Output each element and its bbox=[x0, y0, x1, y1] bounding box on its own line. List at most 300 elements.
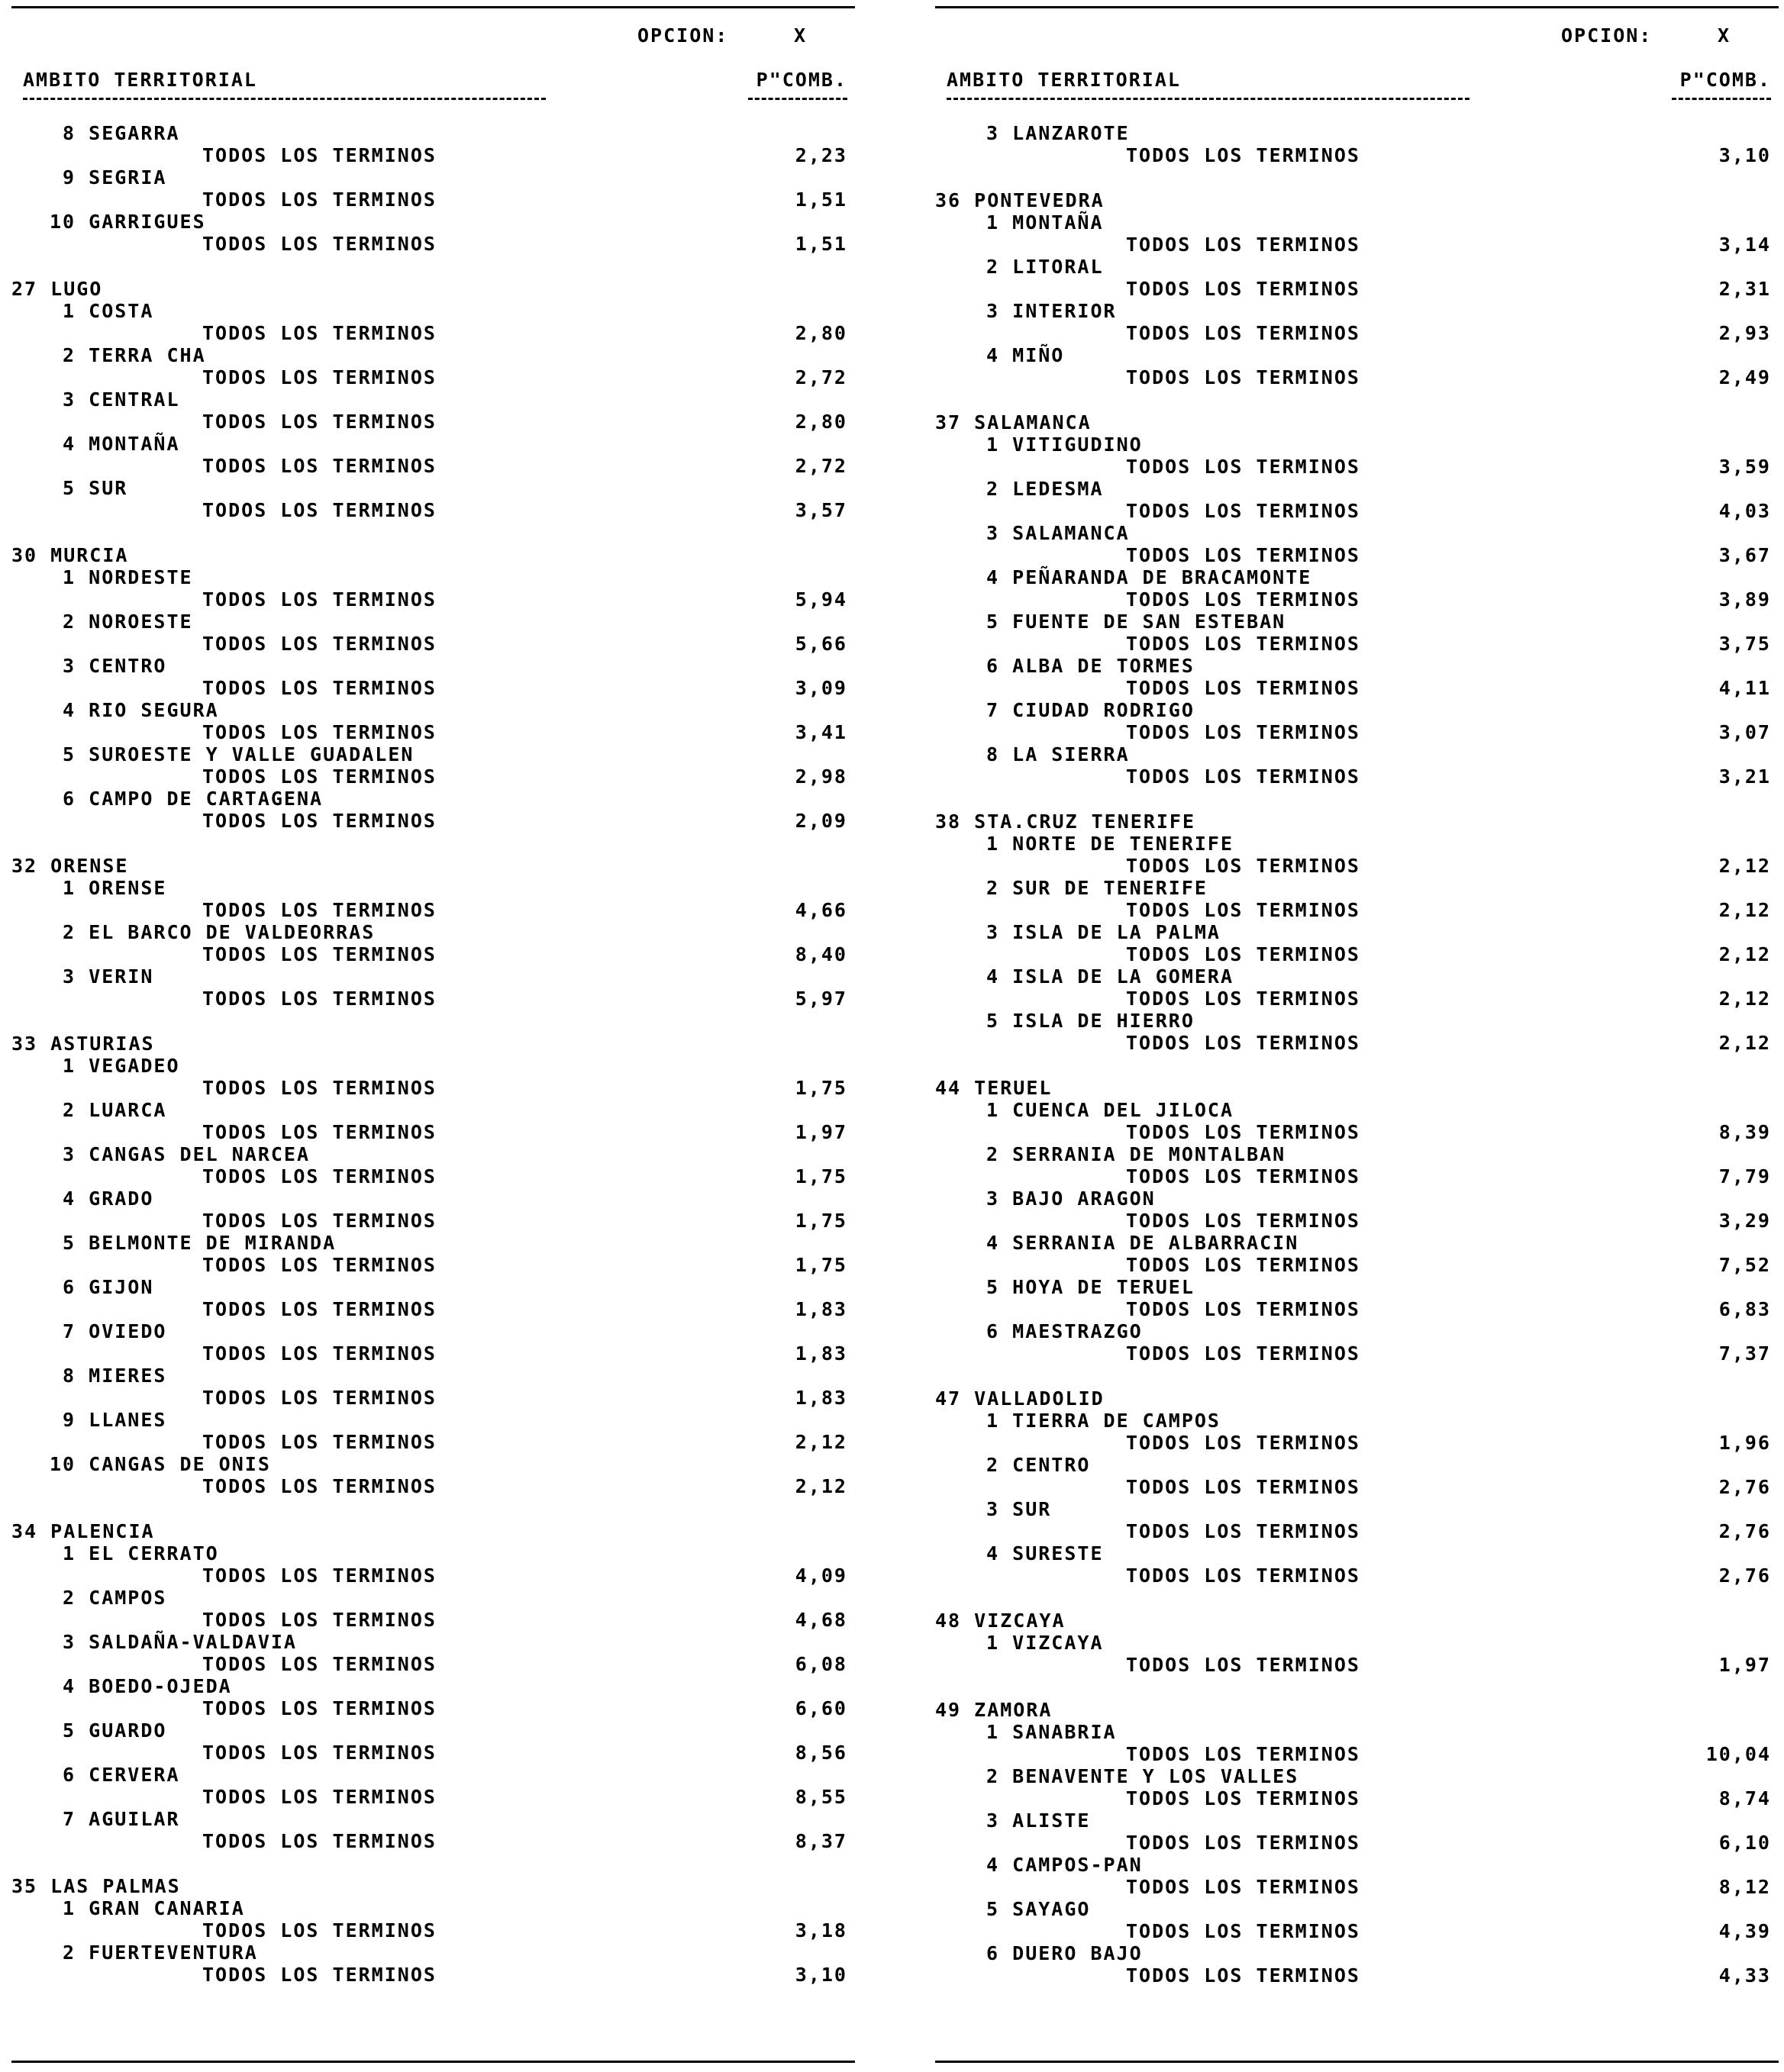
pcomb-value: 2,12 bbox=[1718, 899, 1771, 921]
terminos-label: TODOS LOS TERMINOS bbox=[202, 233, 437, 255]
terminos-label: TODOS LOS TERMINOS bbox=[1126, 899, 1360, 921]
pcomb-value: 8,39 bbox=[1718, 1121, 1771, 1143]
province-row bbox=[935, 810, 1779, 833]
pcomb-value: 2,72 bbox=[795, 455, 847, 477]
comarca-name: 1 NORTE DE TENERIFE bbox=[973, 833, 1234, 855]
comarca-row bbox=[935, 965, 1779, 988]
comarca-name: 6 DUERO BAJO bbox=[973, 1942, 1143, 1964]
opcion-label: OPCION: bbox=[1561, 24, 1653, 47]
comarca-row bbox=[11, 1808, 855, 1830]
terminos-row bbox=[935, 500, 1779, 522]
terminos-label: TODOS LOS TERMINOS bbox=[1126, 1564, 1360, 1587]
terminos-label: TODOS LOS TERMINOS bbox=[202, 1964, 437, 1986]
terminos-label: TODOS LOS TERMINOS bbox=[1126, 633, 1360, 655]
terminos-row bbox=[11, 144, 855, 166]
opcion-value: X bbox=[1718, 24, 1731, 47]
comarca-row bbox=[935, 1809, 1779, 1832]
comarca-name: 8 LA SIERRA bbox=[973, 743, 1130, 765]
terminos-label: TODOS LOS TERMINOS bbox=[202, 1121, 437, 1143]
terminos-label: TODOS LOS TERMINOS bbox=[202, 144, 437, 166]
province-name: 30 MURCIA bbox=[11, 544, 129, 566]
comarca-row bbox=[935, 122, 1779, 144]
comarca-row bbox=[11, 1719, 855, 1742]
province-name: 37 SALAMANCA bbox=[935, 411, 1092, 433]
comarca-row bbox=[11, 566, 855, 588]
comarca-name: 8 SEGARRA bbox=[50, 122, 180, 144]
comarca-name: 5 BELMONTE DE MIRANDA bbox=[50, 1232, 337, 1254]
terminos-row bbox=[935, 1210, 1779, 1232]
terminos-label: TODOS LOS TERMINOS bbox=[1126, 1654, 1360, 1676]
terminos-label: TODOS LOS TERMINOS bbox=[202, 1254, 437, 1276]
comarca-name: 1 VIZCAYA bbox=[973, 1632, 1104, 1654]
comarca-row bbox=[935, 1498, 1779, 1520]
left-table-body bbox=[11, 122, 855, 1986]
pcomb-value: 1,51 bbox=[795, 233, 847, 255]
terminos-label: TODOS LOS TERMINOS bbox=[202, 810, 437, 832]
comarca-row bbox=[11, 1631, 855, 1653]
comarca-name: 5 ISLA DE HIERRO bbox=[973, 1010, 1195, 1032]
pcomb-value: 2,80 bbox=[795, 411, 847, 433]
right-table-body bbox=[935, 122, 1779, 1987]
comarca-name: 1 COSTA bbox=[50, 300, 154, 322]
pcomb-value: 6,08 bbox=[795, 1653, 847, 1675]
comarca-name: 4 PEÑARANDA DE BRACAMONTE bbox=[973, 566, 1312, 588]
pcomb-value: 8,55 bbox=[795, 1786, 847, 1808]
comarca-row bbox=[11, 433, 855, 455]
terminos-label: TODOS LOS TERMINOS bbox=[1126, 1165, 1360, 1187]
comarca-row bbox=[11, 788, 855, 810]
comarca-row bbox=[935, 1099, 1779, 1121]
terminos-row bbox=[935, 1876, 1779, 1898]
comarca-name: 1 ORENSE bbox=[50, 877, 167, 899]
terminos-row bbox=[935, 1476, 1779, 1498]
comarca-row bbox=[11, 1409, 855, 1431]
comarca-row bbox=[11, 1587, 855, 1609]
pcomb-value: 5,66 bbox=[795, 633, 847, 655]
province-name: 38 STA.CRUZ TENERIFE bbox=[935, 810, 1196, 833]
comarca-row bbox=[11, 699, 855, 721]
comarca-name: 2 SUR DE TENERIFE bbox=[973, 877, 1208, 899]
comarca-row bbox=[935, 1143, 1779, 1165]
terminos-label: TODOS LOS TERMINOS bbox=[1126, 1210, 1360, 1232]
terminos-label: TODOS LOS TERMINOS bbox=[202, 1165, 437, 1187]
terminos-row bbox=[11, 1653, 855, 1675]
terminos-row bbox=[11, 1165, 855, 1187]
top-rule bbox=[11, 6, 855, 8]
terminos-row bbox=[11, 1742, 855, 1764]
province-name: 33 ASTURIAS bbox=[11, 1033, 155, 1055]
pcomb-value: 2,12 bbox=[795, 1431, 847, 1453]
terminos-row bbox=[935, 1432, 1779, 1454]
comarca-name: 5 HOYA DE TERUEL bbox=[973, 1276, 1195, 1298]
province-row bbox=[11, 1033, 855, 1055]
terminos-label: TODOS LOS TERMINOS bbox=[1126, 988, 1360, 1010]
comarca-row bbox=[11, 655, 855, 677]
province-name: 47 VALLADOLID bbox=[935, 1387, 1105, 1410]
terminos-row bbox=[11, 1342, 855, 1365]
pcomb-value: 5,94 bbox=[795, 588, 847, 611]
comarca-name: 6 CAMPO DE CARTAGENA bbox=[50, 788, 324, 810]
terminos-row bbox=[11, 411, 855, 433]
pcomb-value: 4,68 bbox=[795, 1609, 847, 1631]
terminos-row bbox=[11, 1564, 855, 1587]
pcomb-value: 3,59 bbox=[1718, 456, 1771, 478]
terminos-label: TODOS LOS TERMINOS bbox=[202, 1919, 437, 1941]
pcomb-value: 1,75 bbox=[795, 1254, 847, 1276]
comarca-name: 4 ISLA DE LA GOMERA bbox=[973, 965, 1234, 988]
terminos-label: TODOS LOS TERMINOS bbox=[202, 499, 437, 521]
pcomb-value: 2,72 bbox=[795, 366, 847, 388]
pcomb-value: 2,12 bbox=[795, 1475, 847, 1497]
terminos-label: TODOS LOS TERMINOS bbox=[202, 721, 437, 743]
terminos-row bbox=[935, 1964, 1779, 1987]
province-name: 34 PALENCIA bbox=[11, 1520, 155, 1542]
terminos-row bbox=[935, 633, 1779, 655]
comarca-name: 1 SANABRIA bbox=[973, 1721, 1117, 1743]
terminos-label: TODOS LOS TERMINOS bbox=[202, 1564, 437, 1587]
terminos-row bbox=[11, 1475, 855, 1497]
comarca-row bbox=[11, 1764, 855, 1786]
terminos-row bbox=[935, 1787, 1779, 1809]
comarca-name: 5 GUARDO bbox=[50, 1719, 167, 1742]
comarca-row bbox=[935, 1276, 1779, 1298]
terminos-label: TODOS LOS TERMINOS bbox=[1126, 588, 1360, 611]
terminos-label: TODOS LOS TERMINOS bbox=[202, 1697, 437, 1719]
terminos-row bbox=[935, 988, 1779, 1010]
comarca-name: 4 CAMPOS-PAN bbox=[973, 1854, 1143, 1876]
terminos-label: TODOS LOS TERMINOS bbox=[202, 1298, 437, 1320]
pcomb-value: 7,79 bbox=[1718, 1165, 1771, 1187]
pcomb-value: 2,31 bbox=[1718, 278, 1771, 300]
pcomb-value: 4,39 bbox=[1718, 1920, 1771, 1942]
terminos-row bbox=[935, 1032, 1779, 1054]
province-name: 27 LUGO bbox=[11, 278, 103, 300]
comarca-row bbox=[935, 1765, 1779, 1787]
comarca-name: 6 GIJON bbox=[50, 1276, 154, 1298]
comarca-name: 3 SALDAÑA-VALDAVIA bbox=[50, 1631, 297, 1653]
bottom-rule bbox=[935, 2061, 1779, 2063]
terminos-label: TODOS LOS TERMINOS bbox=[1126, 1342, 1360, 1365]
comarca-name: 5 SUROESTE Y VALLE GUADALEN bbox=[50, 743, 415, 765]
comarca-name: 3 LANZAROTE bbox=[973, 122, 1130, 144]
terminos-label: TODOS LOS TERMINOS bbox=[202, 411, 437, 433]
pcomb-value: 3,10 bbox=[795, 1964, 847, 1986]
terminos-row bbox=[11, 1919, 855, 1941]
comarca-name: 3 CENTRAL bbox=[50, 388, 180, 411]
province-row bbox=[935, 411, 1779, 433]
comarca-row bbox=[935, 522, 1779, 544]
terminos-label: TODOS LOS TERMINOS bbox=[1126, 721, 1360, 743]
pcomb-value: 7,52 bbox=[1718, 1254, 1771, 1276]
pcomb-value: 10,04 bbox=[1705, 1743, 1771, 1765]
terminos-row bbox=[935, 1564, 1779, 1587]
province-row bbox=[935, 1699, 1779, 1721]
comarca-row bbox=[11, 166, 855, 189]
province-row bbox=[11, 278, 855, 300]
pcomb-value: 1,75 bbox=[795, 1165, 847, 1187]
terminos-row bbox=[11, 366, 855, 388]
terminos-label: TODOS LOS TERMINOS bbox=[1126, 1787, 1360, 1809]
comarca-row bbox=[935, 1898, 1779, 1920]
pcomb-value: 6,60 bbox=[795, 1697, 847, 1719]
pcomb-value: 3,57 bbox=[795, 499, 847, 521]
terminos-row bbox=[11, 499, 855, 521]
comarca-name: 3 BAJO ARAGON bbox=[973, 1187, 1156, 1210]
comarca-name: 4 GRADO bbox=[50, 1187, 154, 1210]
pcomb-value: 2,12 bbox=[1718, 855, 1771, 877]
terminos-row bbox=[11, 633, 855, 655]
terminos-label: TODOS LOS TERMINOS bbox=[202, 1786, 437, 1808]
ambito-header: AMBITO TERRITORIAL bbox=[23, 69, 257, 91]
terminos-label: TODOS LOS TERMINOS bbox=[1126, 1964, 1360, 1987]
terminos-row bbox=[935, 1165, 1779, 1187]
comarca-name: 2 TERRA CHA bbox=[50, 344, 206, 366]
province-row bbox=[935, 1387, 1779, 1410]
pcomb-value: 1,75 bbox=[795, 1077, 847, 1099]
comarca-row bbox=[935, 833, 1779, 855]
terminos-row bbox=[935, 855, 1779, 877]
comarca-row bbox=[935, 699, 1779, 721]
terminos-row bbox=[935, 721, 1779, 743]
terminos-label: TODOS LOS TERMINOS bbox=[202, 1210, 437, 1232]
terminos-row bbox=[11, 1387, 855, 1409]
terminos-row bbox=[11, 1697, 855, 1719]
terminos-row bbox=[935, 1342, 1779, 1365]
terminos-row bbox=[11, 677, 855, 699]
comarca-name: 3 SUR bbox=[973, 1498, 1052, 1520]
value-underline bbox=[748, 98, 847, 100]
terminos-label: TODOS LOS TERMINOS bbox=[1126, 1520, 1360, 1542]
terminos-label: TODOS LOS TERMINOS bbox=[1126, 677, 1360, 699]
terminos-label: TODOS LOS TERMINOS bbox=[1126, 943, 1360, 965]
comarca-name: 4 SURESTE bbox=[973, 1542, 1104, 1564]
comarca-name: 6 CERVERA bbox=[50, 1764, 180, 1786]
opcion-value: X bbox=[794, 24, 808, 47]
terminos-row bbox=[11, 1210, 855, 1232]
terminos-label: TODOS LOS TERMINOS bbox=[202, 1742, 437, 1764]
terminos-label: TODOS LOS TERMINOS bbox=[202, 988, 437, 1010]
pcomb-value: 8,12 bbox=[1718, 1876, 1771, 1898]
province-row bbox=[935, 1077, 1779, 1099]
opcion-label: OPCION: bbox=[637, 24, 729, 47]
pcomb-value: 4,11 bbox=[1718, 677, 1771, 699]
pcomb-value: 6,10 bbox=[1718, 1832, 1771, 1854]
terminos-row bbox=[11, 721, 855, 743]
comarca-row bbox=[11, 877, 855, 899]
pcomb-value: 2,93 bbox=[1718, 322, 1771, 344]
terminos-row bbox=[935, 366, 1779, 388]
comarca-name: 3 ALISTE bbox=[973, 1809, 1091, 1832]
province-row bbox=[11, 1520, 855, 1542]
terminos-row bbox=[935, 1520, 1779, 1542]
terminos-row bbox=[11, 233, 855, 255]
terminos-row bbox=[11, 588, 855, 611]
comarca-row bbox=[935, 1320, 1779, 1342]
comarca-row bbox=[11, 1143, 855, 1165]
terminos-label: TODOS LOS TERMINOS bbox=[1126, 366, 1360, 388]
pcomb-value: 1,97 bbox=[795, 1121, 847, 1143]
province-name: 32 ORENSE bbox=[11, 855, 129, 877]
terminos-row bbox=[11, 1431, 855, 1453]
ambito-header: AMBITO TERRITORIAL bbox=[947, 69, 1181, 91]
terminos-label: TODOS LOS TERMINOS bbox=[202, 588, 437, 611]
value-underline bbox=[1672, 98, 1771, 100]
pcomb-value: 3,10 bbox=[1718, 144, 1771, 166]
comarca-name: 1 VEGADEO bbox=[50, 1055, 180, 1077]
comarca-name: 4 SERRANIA DE ALBARRACIN bbox=[973, 1232, 1299, 1254]
comarca-row bbox=[935, 433, 1779, 456]
terminos-label: TODOS LOS TERMINOS bbox=[1126, 234, 1360, 256]
comarca-name: 5 SAYAGO bbox=[973, 1898, 1091, 1920]
province-name: 44 TERUEL bbox=[935, 1077, 1053, 1099]
terminos-label: TODOS LOS TERMINOS bbox=[1126, 1876, 1360, 1898]
comarca-name: 3 CANGAS DEL NARCEA bbox=[50, 1143, 311, 1165]
terminos-label: TODOS LOS TERMINOS bbox=[202, 1431, 437, 1453]
pcomb-value: 4,09 bbox=[795, 1564, 847, 1587]
terminos-row bbox=[935, 765, 1779, 788]
pcomb-header: P"COMB. bbox=[756, 69, 847, 91]
pcomb-value: 4,03 bbox=[1718, 500, 1771, 522]
comarca-name: 7 CIUDAD RODRIGO bbox=[973, 699, 1195, 721]
pcomb-value: 7,37 bbox=[1718, 1342, 1771, 1365]
terminos-row bbox=[935, 144, 1779, 166]
comarca-row bbox=[11, 1542, 855, 1564]
terminos-label: TODOS LOS TERMINOS bbox=[202, 943, 437, 965]
pcomb-value: 3,07 bbox=[1718, 721, 1771, 743]
terminos-row bbox=[935, 943, 1779, 965]
comarca-name: 10 CANGAS DE ONIS bbox=[50, 1453, 271, 1475]
terminos-row bbox=[11, 1964, 855, 1986]
pcomb-value: 2,76 bbox=[1718, 1564, 1771, 1587]
terminos-row bbox=[935, 588, 1779, 611]
header-underline bbox=[947, 98, 1469, 100]
comarca-name: 5 SUR bbox=[50, 477, 128, 499]
comarca-row bbox=[935, 256, 1779, 278]
terminos-label: TODOS LOS TERMINOS bbox=[1126, 1032, 1360, 1054]
terminos-label: TODOS LOS TERMINOS bbox=[1126, 1254, 1360, 1276]
right-column bbox=[935, 0, 1779, 2072]
comarca-name: 1 MONTAÑA bbox=[973, 211, 1104, 234]
comarca-row bbox=[935, 1854, 1779, 1876]
terminos-label: TODOS LOS TERMINOS bbox=[202, 677, 437, 699]
pcomb-value: 2,80 bbox=[795, 322, 847, 344]
terminos-row bbox=[935, 1743, 1779, 1765]
terminos-row bbox=[935, 1298, 1779, 1320]
comarca-name: 2 LITORAL bbox=[973, 256, 1104, 278]
pcomb-value: 2,23 bbox=[795, 144, 847, 166]
terminos-row bbox=[11, 189, 855, 211]
terminos-label: TODOS LOS TERMINOS bbox=[1126, 144, 1360, 166]
comarca-name: 7 AGUILAR bbox=[50, 1808, 180, 1830]
terminos-label: TODOS LOS TERMINOS bbox=[202, 1475, 437, 1497]
pcomb-value: 3,29 bbox=[1718, 1210, 1771, 1232]
comarca-row bbox=[935, 743, 1779, 765]
terminos-row bbox=[935, 1121, 1779, 1143]
province-name: 36 PONTEVEDRA bbox=[935, 189, 1105, 211]
terminos-row bbox=[11, 1077, 855, 1099]
terminos-label: TODOS LOS TERMINOS bbox=[1126, 544, 1360, 566]
province-row bbox=[935, 189, 1779, 211]
pcomb-value: 1,51 bbox=[795, 189, 847, 211]
comarca-name: 4 MONTAÑA bbox=[50, 433, 180, 455]
comarca-name: 5 FUENTE DE SAN ESTEBAN bbox=[973, 611, 1286, 633]
terminos-label: TODOS LOS TERMINOS bbox=[202, 322, 437, 344]
terminos-label: TODOS LOS TERMINOS bbox=[1126, 1832, 1360, 1854]
left-column bbox=[11, 0, 855, 2072]
comarca-name: 6 MAESTRAZGO bbox=[973, 1320, 1143, 1342]
comarca-name: 3 INTERIOR bbox=[973, 300, 1117, 322]
terminos-row bbox=[935, 677, 1779, 699]
terminos-label: TODOS LOS TERMINOS bbox=[1126, 855, 1360, 877]
terminos-row bbox=[935, 899, 1779, 921]
comarca-name: 2 CAMPOS bbox=[50, 1587, 167, 1609]
comarca-row bbox=[11, 611, 855, 633]
comarca-row bbox=[11, 344, 855, 366]
comarca-name: 3 ISLA DE LA PALMA bbox=[973, 921, 1221, 943]
comarca-row bbox=[935, 921, 1779, 943]
terminos-row bbox=[11, 1609, 855, 1631]
comarca-row bbox=[935, 1010, 1779, 1032]
comarca-row bbox=[935, 877, 1779, 899]
comarca-row bbox=[11, 388, 855, 411]
comarca-row bbox=[11, 1055, 855, 1077]
comarca-row bbox=[11, 122, 855, 144]
terminos-label: TODOS LOS TERMINOS bbox=[202, 765, 437, 788]
top-rule bbox=[935, 6, 1779, 8]
province-row bbox=[11, 1875, 855, 1897]
terminos-row bbox=[11, 765, 855, 788]
comarca-row bbox=[11, 743, 855, 765]
comarca-name: 2 EL BARCO DE VALDEORRAS bbox=[50, 921, 376, 943]
pcomb-value: 2,76 bbox=[1718, 1476, 1771, 1498]
comarca-name: 2 LUARCA bbox=[50, 1099, 167, 1121]
comarca-row bbox=[11, 965, 855, 988]
terminos-label: TODOS LOS TERMINOS bbox=[1126, 322, 1360, 344]
pcomb-value: 2,12 bbox=[1718, 943, 1771, 965]
comarca-row bbox=[11, 1187, 855, 1210]
pcomb-value: 3,89 bbox=[1718, 588, 1771, 611]
terminos-row bbox=[11, 455, 855, 477]
pcomb-value: 1,97 bbox=[1718, 1654, 1771, 1676]
comarca-name: 8 MIERES bbox=[50, 1365, 167, 1387]
pcomb-value: 1,75 bbox=[795, 1210, 847, 1232]
terminos-row bbox=[11, 810, 855, 832]
pcomb-value: 8,37 bbox=[795, 1830, 847, 1852]
pcomb-value: 1,83 bbox=[795, 1298, 847, 1320]
terminos-row bbox=[11, 1254, 855, 1276]
pcomb-value: 3,09 bbox=[795, 677, 847, 699]
comarca-row bbox=[935, 478, 1779, 500]
comarca-row bbox=[11, 477, 855, 499]
terminos-label: TODOS LOS TERMINOS bbox=[1126, 1920, 1360, 1942]
terminos-row bbox=[11, 943, 855, 965]
terminos-label: TODOS LOS TERMINOS bbox=[202, 189, 437, 211]
comarca-row bbox=[11, 211, 855, 233]
comarca-name: 1 EL CERRATO bbox=[50, 1542, 219, 1564]
pcomb-header: P"COMB. bbox=[1679, 69, 1771, 91]
terminos-label: TODOS LOS TERMINOS bbox=[202, 1653, 437, 1675]
terminos-row bbox=[935, 234, 1779, 256]
pcomb-value: 2,12 bbox=[1718, 1032, 1771, 1054]
terminos-label: TODOS LOS TERMINOS bbox=[1126, 278, 1360, 300]
comarca-name: 9 LLANES bbox=[50, 1409, 167, 1431]
terminos-label: TODOS LOS TERMINOS bbox=[202, 633, 437, 655]
comarca-row bbox=[935, 1542, 1779, 1564]
terminos-label: TODOS LOS TERMINOS bbox=[202, 899, 437, 921]
terminos-row bbox=[935, 1832, 1779, 1854]
comarca-name: 4 MIÑO bbox=[973, 344, 1065, 366]
comarca-name: 2 NOROESTE bbox=[50, 611, 193, 633]
